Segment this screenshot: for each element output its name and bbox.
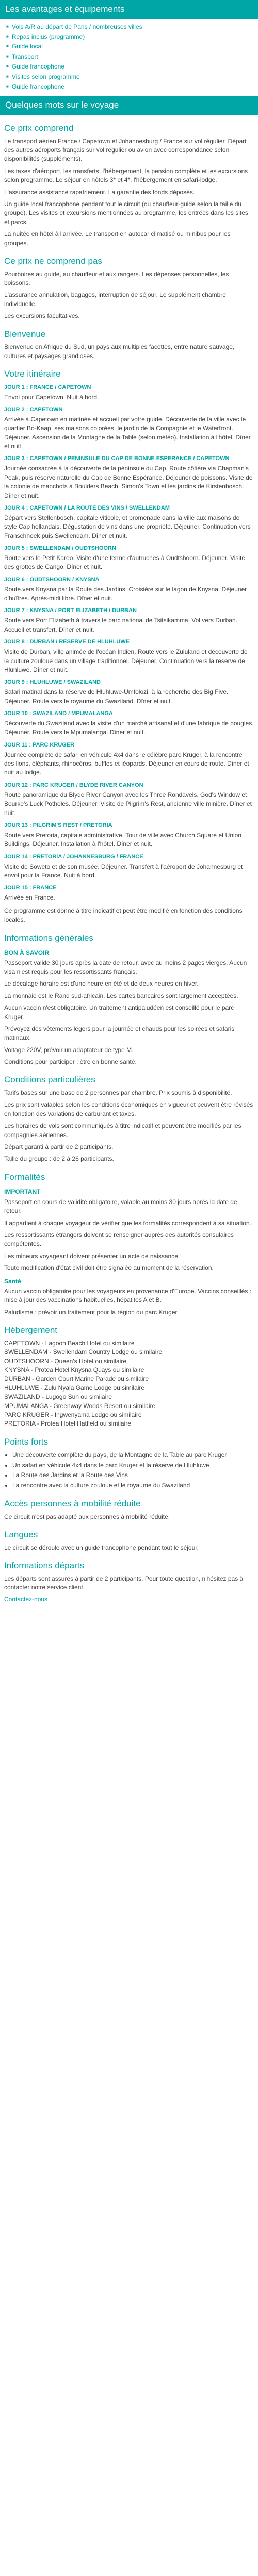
itinerary-day (4, 710, 254, 737)
hotel-item: KNYSNA - Protea Hotel Knysna Quays ou similaire (4, 1366, 144, 1374)
day-title: JOUR 13 : PILGRIM'S REST / PRETORIA (4, 822, 112, 828)
advantage-item: ■ Transport (6, 52, 258, 62)
hotel-item: OUDTSHOORN - Queen's Hotel ou similaire (4, 1357, 127, 1365)
day-text: Route vers Knysna par la Route des Jardins. Croisière sur le lagon de Knysna. Déjeuner d'huîtres. Après-midi libre. Dîner et nuit. (4, 585, 247, 602)
practical-text: Aucun vaccin n'est obligatoire. Un traitement antipaludéen est conseillé pour le parc Kruger. (4, 1004, 234, 1021)
conditions-text: Tarifs basés sur une base de 2 personnes par chambre. Prix soumis à disponibilité. (4, 1089, 232, 1097)
formalities-subtitle: IMPORTANT (4, 1188, 41, 1196)
practical-text: Prévoyez des vêtements légers pour la journée et chauds pour les soirées et safaris matinaux. (4, 1025, 235, 1042)
not-included-text: Les excursions facultatives. (4, 312, 80, 320)
highlights-list-title: Points forts (4, 1436, 49, 1447)
day-title: JOUR 10 : SWAZILAND / MPUMALANGA (4, 710, 113, 717)
welcome-title: Bienvenue (4, 329, 46, 339)
practical-text: Passeport valide 30 jours après la date de retour, avec au moins 2 pages vierges. Aucun visa n'est requis pour les ressortissants français. (4, 959, 247, 975)
hotels-list (4, 1339, 254, 1429)
day-title: JOUR 3 : CAPETOWN / PENINSULE DU CAP DE BONNE ESPERANCE / CAPETOWN (4, 455, 230, 462)
formalities-text: Toute modification d'état civil doit être signalée au moment de la réservation. (4, 1264, 214, 1272)
highlights-heading: Quelques mots sur le voyage (0, 96, 258, 115)
day-text: Envol pour Capetown. Nuit à bord. (4, 393, 99, 401)
hotel-item: DURBAN - Garden Court Marine Parade ou similaire (4, 1375, 149, 1383)
day-text: Découverte du Swaziland avec la visite d'un marché artisanal et d'une fabrique de bougies. Déjeuner. Route vers le Mpumalanga. Dîner et nuit. (4, 719, 254, 736)
advantage-item: ■ Visites selon programme (6, 72, 258, 82)
contact-link[interactable]: Contactez-nous (4, 1596, 48, 1603)
practical-text: Le décalage horaire est d'une heure en été et de deux heures en hiver. (4, 980, 199, 988)
included-text: L'assurance assistance rapatriement. La garantie des fonds déposés. (4, 188, 195, 196)
practical-title: Informations générales (4, 933, 93, 943)
day-title: JOUR 6 : OUDTSHOORN / KNYSNA (4, 576, 100, 583)
hotel-item: PARC KRUGER - Ingwenyama Lodge ou similaire (4, 1411, 142, 1418)
day-text: Route vers Port Elizabeth à travers le parc national de Tsitsikamma. Vol vers Durban. Accueil et transfert. Dîner et nuit. (4, 617, 237, 633)
health-subtitle: Santé (4, 1277, 21, 1285)
day-title: JOUR 4 : CAPETOWN / LA ROUTE DES VINS / SWELLENDAM (4, 504, 170, 511)
itinerary-day (4, 884, 254, 902)
advantage-item: ■ Guide local (6, 42, 258, 52)
main-content (0, 122, 258, 1604)
hotel-item: SWAZILAND - Lugogo Sun ou similaire (4, 1393, 112, 1401)
access-title: Accès personnes à mobilité réduite (4, 1498, 141, 1509)
highlight-item: • Un safari en véhicule 4x4 dans le parc Kruger et la réserve de Hluhluwe (12, 1461, 254, 1470)
advantage-item: ■ Guide francophone (6, 82, 258, 92)
formalities-text: Passeport en cours de validité obligatoire, valable au moins 30 jours après la date de retour. (4, 1198, 237, 1215)
departures-text: Les départs sont assurés à partir de 2 participants. Pour toute question, n'hésitez pas à contacter notre service client. (4, 1574, 244, 1591)
day-title: JOUR 2 : CAPETOWN (4, 406, 63, 413)
advantages-list (0, 22, 258, 92)
conditions-text: Taille du groupe : de 2 à 26 participants. (4, 1155, 114, 1163)
day-text: Arrivée à Capetown en matinée et accueil par votre guide. Découverte de la ville avec le quartier Bo-Kaap, ses maisons colorées, le jardin de la Compagnie et le Waterfront. Déjeuner. Ascension de la Montagne de la Table (selon météo). Installation à l'hôtel. Dîner et nuit. (4, 415, 251, 450)
highlight-item: • La rencontre avec la culture zouloue et le royaume du Swaziland (12, 1481, 254, 1490)
day-text: Journée consacrée à la découverte de la péninsule du Cap. Route côtière via Chapman's Peak, puis réserve naturelle du Cap de Bonne Espérance. Déjeuner de poissons. Visite de la colonie de manchots à Boulders Beach, Simon's Town et les jardins de Kirstenbosch. Dîner et nuit. (4, 465, 253, 499)
day-title: JOUR 8 : DURBAN / RESERVE DE HLUHLUWE (4, 639, 130, 646)
advantage-item: ■ Repas inclus (programme) (6, 32, 258, 42)
day-text: Safari matinal dans la réserve de Hluhluwe-Umfolozi, à la recherche des Big Five. Déjeuner. Route vers le royaume du Swaziland. Dîner et nuit. (4, 688, 229, 705)
hotel-item: CAPETOWN - Lagoon Beach Hotel ou similaire (4, 1339, 135, 1347)
itinerary-footnote: Ce programme est donné à titre indicatif et peut être modifié en fonction des conditions locales. (4, 907, 243, 924)
itinerary-day (4, 853, 254, 880)
advantage-item: ■ Guide francophone (6, 62, 258, 72)
formalities-text: Les mineurs voyageant doivent présenter un acte de naissance. (4, 1252, 180, 1260)
not-included-text: Pourboires au guide, au chauffeur et aux rangers. Les dépenses personnelles, les boissons. (4, 270, 229, 286)
day-title: JOUR 9 : HLUHLUWE / SWAZILAND (4, 679, 101, 686)
day-text: Visite de Soweto et de son musée. Déjeuner. Transfert à l'aéroport de Johannesburg et envol pour la France. Nuit à bord. (4, 862, 243, 879)
hotel-item: HLUHLUWE - Zulu Nyala Game Lodge ou similaire (4, 1384, 145, 1392)
practical-text: Voltage 220V, prévoir un adaptateur de type M. (4, 1046, 134, 1054)
formalities-title: Formalités (4, 1172, 45, 1182)
conditions-title: Conditions particulières (4, 1075, 95, 1085)
conditions-text: Départ garanti à partir de 2 participants. (4, 1143, 114, 1151)
practical-text: Conditions pour participer : être en bonne santé. (4, 1058, 137, 1066)
day-title: JOUR 11 : PARC KRUGER (4, 741, 75, 748)
itinerary-day (4, 607, 254, 634)
formalities-text: Il appartient à chaque voyageur de vérifier que les formalités correspondent à sa situation. (4, 1219, 251, 1227)
day-text: Route panoramique du Blyde River Canyon avec les Three Rondavels, God's Window et Bourke's Luck Potholes. Déjeuner. Visite de Pilgrim's Rest, ancienne ville minière. Dîner et nuit. (4, 791, 252, 817)
formalities-text: Les ressortissants étrangers doivent se renseigner auprès des autorités consulaires compétentes. (4, 1231, 234, 1248)
included-text: La nuitée en hôtel à l'arrivée. Le transport en autocar climatisé ou minibus pour les groupes. (4, 230, 231, 247)
itinerary-day (4, 455, 254, 500)
conditions-text: Les prix sont valables selon les conditions économiques en vigueur et peuvent être révisés en fonction des variations de carburant et taxes. (4, 1101, 253, 1117)
day-title: JOUR 12 : PARC KRUGER / BLYDE RIVER CANYON (4, 782, 143, 788)
itinerary-day (4, 576, 254, 603)
day-title: JOUR 14 : PRETORIA / JOHANNESBURG / FRANCE (4, 853, 143, 860)
itinerary-day (4, 638, 254, 674)
departures-title: Informations départs (4, 1560, 84, 1570)
welcome-text: Bienvenue en Afrique du Sud, un pays aux multiples facettes, entre nature sauvage, cultures et paysages grandioses. (4, 343, 235, 360)
day-text: Route vers Pretoria, capitale administrative. Tour de ville avec Church Square et Union Buildings. Déjeuner. Installation à l'hôtel. Dîner et nuit. (4, 831, 242, 848)
advantage-item: ■ Vols A/R au départ de Paris / nombreuses villes (6, 22, 258, 32)
hotels-title: Hébergement (4, 1325, 58, 1335)
hotel-item: MPUMALANGA - Greenway Woods Resort ou similaire (4, 1402, 156, 1410)
day-text: Route vers le Petit Karoo. Visite d'une ferme d'autruches à Oudtshoorn. Déjeuner. Visite des grottes de Cango. Dîner et nuit. (4, 554, 246, 571)
not-included-title: Ce prix ne comprend pas (4, 256, 102, 266)
itinerary-title: Votre itinéraire (4, 368, 61, 379)
language-text: Le circuit se déroule avec un guide francophone pendant tout le séjour. (4, 1544, 199, 1551)
included-text: Les taxes d'aéroport, les transferts, l'hébergement, la pension complète et les excursions selon programme. Le séjour en hôtels 3* et 4*, l'hébergement en safari-lodge. (4, 167, 248, 184)
health-text: Paludisme : prévoir un traitement pour la région du parc Kruger. (4, 1308, 179, 1316)
day-title: JOUR 1 : FRANCE / CAPETOWN (4, 384, 91, 391)
itinerary-day (4, 545, 254, 572)
itinerary-day (4, 679, 254, 706)
itinerary-day (4, 741, 254, 777)
itinerary-day (4, 822, 254, 849)
advantages-heading: Les avantages et équipements (0, 0, 258, 19)
practical-subtitle: BON À SAVOIR (4, 949, 50, 957)
day-text: Départ vers Stellenbosch, capitale viticole, et promenade dans la ville aux maisons de style Cap hollandais. Dégustation de vins dans une propriété. Déjeuner. Continuation vers Franschhoek puis Swellendam. Dîner et nuit. (4, 514, 251, 539)
day-title: JOUR 7 : KNYSNA / PORT ELIZABETH / DURBAN (4, 607, 137, 614)
itinerary-day (4, 384, 254, 402)
highlight-item: • Une découverte complète du pays, de la Montagne de la Table au parc Kruger (12, 1450, 254, 1460)
included-text: Le transport aérien France / Capetown et Johannesburg / France sur vol régulier. Départ des autres aéroports français sur vol régulier ou avion avec correspondance selon disponibilités (suppléments). (4, 137, 247, 163)
highlights-list (4, 1450, 254, 1490)
itinerary-day (4, 782, 254, 818)
not-included-text: L'assurance annulation, bagages, interruption de séjour. Le supplément chambre individuelle. (4, 291, 226, 308)
language-title: Langues (4, 1529, 38, 1539)
day-title: JOUR 15 : FRANCE (4, 885, 57, 891)
hotel-item: SWELLENDAM - Swellendam Country Lodge ou similaire (4, 1348, 163, 1356)
day-text: Arrivée en France. (4, 894, 55, 902)
practical-text: La monnaie est le Rand sud-africain. Les cartes bancaires sont largement acceptées. (4, 992, 238, 999)
itinerary-day (4, 406, 254, 451)
day-text: Visite de Durban, ville animée de l'océan Indien. Route vers le Zululand et découverte de la culture zouloue dans un village traditionnel. Déjeuner. Continuation vers la réserve de Hluhluwe. Dîner et nuit. (4, 648, 248, 673)
day-title: JOUR 5 : SWELLENDAM / OUDTSHOORN (4, 545, 116, 552)
itinerary-day (4, 504, 254, 540)
day-text: Journée complète de safari en véhicule 4x4 dans le célèbre parc Kruger, à la rencontre des lions, éléphants, rhinocéros, buffles et léopards. Déjeuner en cours de route. Dîner et nuit au lodge. (4, 751, 249, 776)
included-text: Un guide local francophone pendant tout le circuit (ou chauffeur-guide selon la taille du groupe). Les visites et excursions mentionnées au programme, les entrées dans les sites et parcs. (4, 200, 248, 226)
conditions-text: Les horaires de vols sont communiqués à titre indicatif et peuvent être modifiés par les compagnies aériennes. (4, 1122, 241, 1139)
access-text: Ce circuit n'est pas adapté aux personnes à mobilité réduite. (4, 1513, 170, 1520)
highlight-item: • La Route des Jardins et la Route des Vins (12, 1470, 254, 1480)
included-title: Ce prix comprend (4, 123, 74, 133)
hotel-item: PRETORIA - Protea Hotel Hatfield ou similaire (4, 1420, 131, 1428)
health-text: Aucun vaccin obligatoire pour les voyageurs en provenance d'Europe. Vaccins conseillés : mise à jour des vaccinations habituelles, hépatites A et B. (4, 1287, 252, 1304)
